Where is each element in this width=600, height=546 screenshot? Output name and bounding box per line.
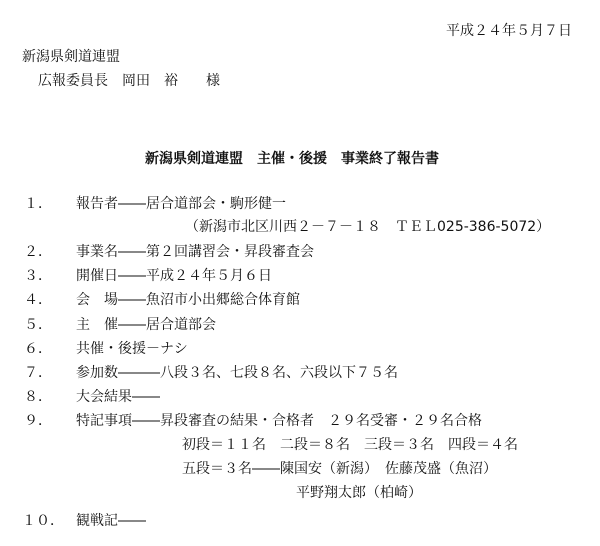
item-number: ４． — [24, 292, 52, 308]
item-number: ３． — [24, 268, 52, 284]
item-continuation: （新潟市北区川西２－７－１８ ＴＥＬ025-386-5072） — [185, 219, 551, 235]
item-number: ６． — [24, 341, 52, 357]
item-text: 会 場――魚沼市小出郷総合体育館 — [76, 292, 300, 308]
item-text: 特記事項――昇段審査の結果・合格者 ２９名受審・２９名合格 — [76, 413, 482, 429]
item-number: ５． — [24, 317, 52, 333]
item-number: ９． — [24, 413, 52, 429]
item-text: 観戦記―― — [76, 513, 146, 529]
item-continuation: 平野翔太郎（柏崎） — [296, 485, 422, 501]
item-number: １． — [24, 196, 52, 212]
recipient-organization: 新潟県剣道連盟 — [22, 49, 120, 65]
item-text: 共催・後援－ナシ — [76, 341, 188, 357]
report-date: 平成２４年５月７日 — [446, 23, 572, 39]
item-text: 参加数―――八段３名、七段８名、六段以下７５名 — [76, 365, 398, 381]
item-number: ２． — [24, 244, 52, 260]
item-text: 開催日――平成２４年５月６日 — [76, 268, 272, 284]
item-number: ８． — [24, 389, 52, 405]
item-text: 主 催――居合道部会 — [76, 317, 216, 333]
item-number: １０． — [22, 513, 64, 529]
item-text: 事業名――第２回講習会・昇段審査会 — [76, 244, 314, 260]
item-text: 大会結果―― — [76, 389, 160, 405]
item-text: 報告者――居合道部会・駒形健一 — [76, 196, 286, 212]
item-continuation: 五段＝３名――陳国安（新潟） 佐藤茂盛（魚沼） — [182, 461, 497, 477]
item-number: ７． — [24, 365, 52, 381]
document-title: 新潟県剣道連盟 主催・後援 事業終了報告書 — [145, 151, 439, 167]
item-continuation: 初段＝１１名 二段＝８名 三段＝３名 四段＝４名 — [182, 437, 518, 453]
recipient-person: 広報委員長 岡田 裕 様 — [38, 73, 220, 89]
